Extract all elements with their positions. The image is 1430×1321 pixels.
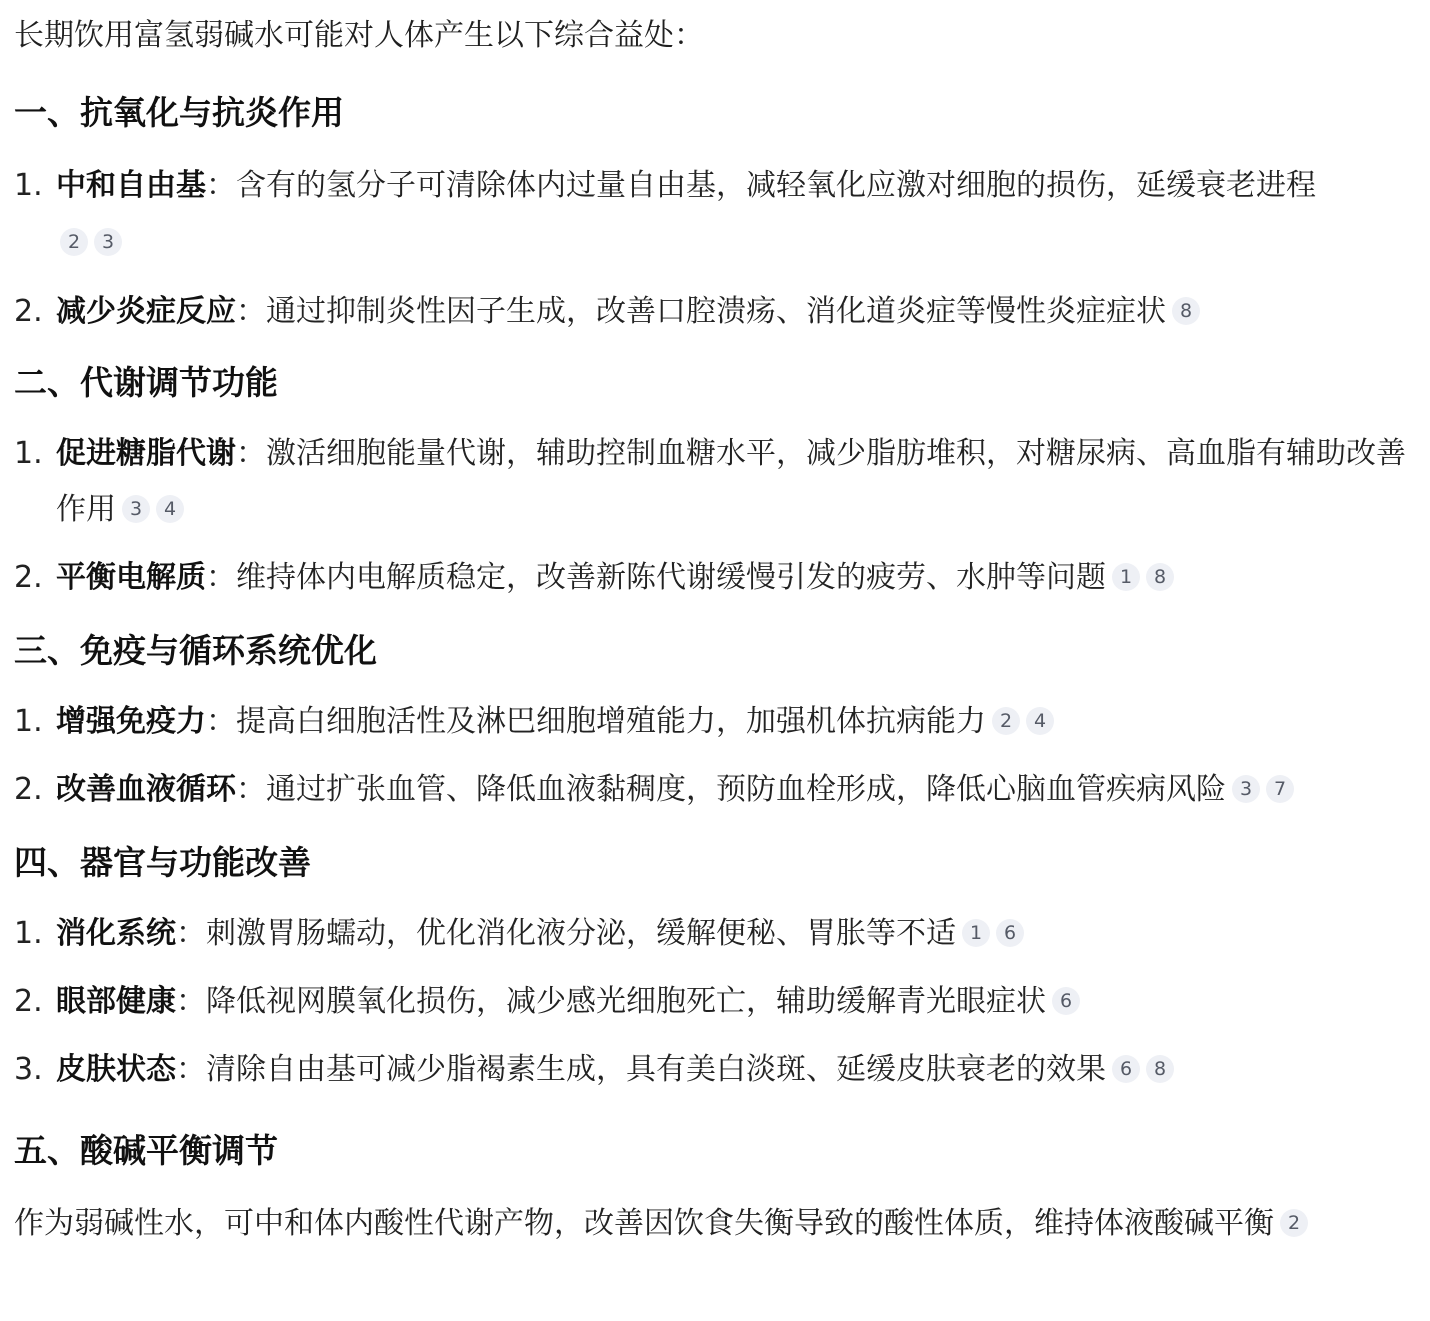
citation-badge[interactable]: 6 [996, 919, 1024, 947]
section-list [14, 158, 1416, 340]
paragraph-text: 作为弱碱性水，可中和体内酸性代谢产物，改善因饮食失衡导致的酸性体质，维持体液酸碱平衡 [14, 1206, 1274, 1241]
list-item [14, 762, 1416, 818]
citation-badge[interactable]: 4 [156, 495, 184, 523]
item-term: 消化系统 [56, 916, 176, 951]
item-text: ：降低视网膜氧化损伤，减少感光细胞死亡，辅助缓解青光眼症状 [176, 984, 1046, 1019]
citation-badge[interactable]: 2 [1280, 1209, 1308, 1237]
section-title: 三、免疫与循环系统优化 [14, 631, 377, 670]
item-number: 3. [14, 1052, 43, 1087]
intro-text: 长期饮用富氢弱碱水可能对人体产生以下综合益处： [14, 18, 704, 53]
item-number: 2. [14, 560, 43, 595]
citation-badge[interactable]: 8 [1146, 563, 1174, 591]
item-text: ：激活细胞能量代谢，辅助控制血糖水平，减少脂肪堆积，对糖尿病、高血脂有辅助改善作用 [56, 436, 1406, 527]
section-paragraph [14, 1196, 1416, 1252]
citation-badge[interactable]: 3 [122, 495, 150, 523]
list-item [14, 1042, 1416, 1098]
item-number: 1. [14, 704, 43, 739]
citation-badge[interactable]: 4 [1026, 707, 1054, 735]
citation-badge[interactable]: 7 [1266, 775, 1294, 803]
item-term: 皮肤状态 [56, 1052, 176, 1087]
item-term: 眼部健康 [56, 984, 176, 1019]
item-number: 2. [14, 772, 43, 807]
list-item [14, 974, 1416, 1030]
item-term: 促进糖脂代谢 [56, 436, 236, 471]
item-term: 增强免疫力 [56, 704, 206, 739]
section-title: 一、抗氧化与抗炎作用 [14, 93, 344, 132]
citation-badge[interactable]: 6 [1052, 987, 1080, 1015]
item-number: 1. [14, 168, 43, 203]
citation-badge[interactable]: 2 [992, 707, 1020, 735]
item-number: 2. [14, 984, 43, 1019]
section-title: 二、代谢调节功能 [14, 363, 278, 402]
citation-badge[interactable]: 2 [60, 228, 88, 256]
section-list [14, 906, 1416, 1098]
list-item [14, 426, 1416, 538]
item-term: 改善血液循环 [56, 772, 236, 807]
item-text: ：维持体内电解质稳定，改善新陈代谢缓慢引发的疲劳、水肿等问题 [206, 560, 1106, 595]
list-item [14, 694, 1416, 750]
item-text: ：清除自由基可减少脂褐素生成，具有美白淡斑、延缓皮肤衰老的效果 [176, 1052, 1106, 1087]
citation-badge[interactable]: 3 [1232, 775, 1260, 803]
list-item [14, 550, 1416, 606]
section-title: 五、酸碱平衡调节 [14, 1131, 278, 1170]
item-text: ：通过抑制炎性因子生成，改善口腔溃疡、消化道炎症等慢性炎症症状 [236, 294, 1166, 329]
item-term: 中和自由基 [56, 168, 206, 203]
section-list [14, 426, 1416, 606]
item-number: 1. [14, 436, 43, 471]
item-term: 平衡电解质 [56, 560, 206, 595]
section-title: 四、器官与功能改善 [14, 843, 311, 882]
citation-badge[interactable]: 8 [1172, 297, 1200, 325]
citation-badge[interactable]: 8 [1146, 1055, 1174, 1083]
item-number: 1. [14, 916, 43, 951]
citation-badge[interactable]: 3 [94, 228, 122, 256]
list-item [14, 158, 1416, 272]
citation-badge[interactable]: 1 [962, 919, 990, 947]
list-item [14, 906, 1416, 962]
section-list [14, 694, 1416, 818]
item-text: ：通过扩张血管、降低血液黏稠度，预防血栓形成，降低心脑血管疾病风险 [236, 772, 1226, 807]
citation-badge[interactable]: 1 [1112, 563, 1140, 591]
item-text: ：含有的氢分子可清除体内过量自由基，减轻氧化应激对细胞的损伤，延缓衰老进程 [206, 168, 1316, 203]
item-text: ：刺激胃肠蠕动，优化消化液分泌，缓解便秘、胃胀等不适 [176, 916, 956, 951]
item-number: 2. [14, 294, 43, 329]
list-item [14, 284, 1416, 340]
item-text: ：提高白细胞活性及淋巴细胞增殖能力，加强机体抗病能力 [206, 704, 986, 739]
citation-badge[interactable]: 6 [1112, 1055, 1140, 1083]
item-term: 减少炎症反应 [56, 294, 236, 329]
